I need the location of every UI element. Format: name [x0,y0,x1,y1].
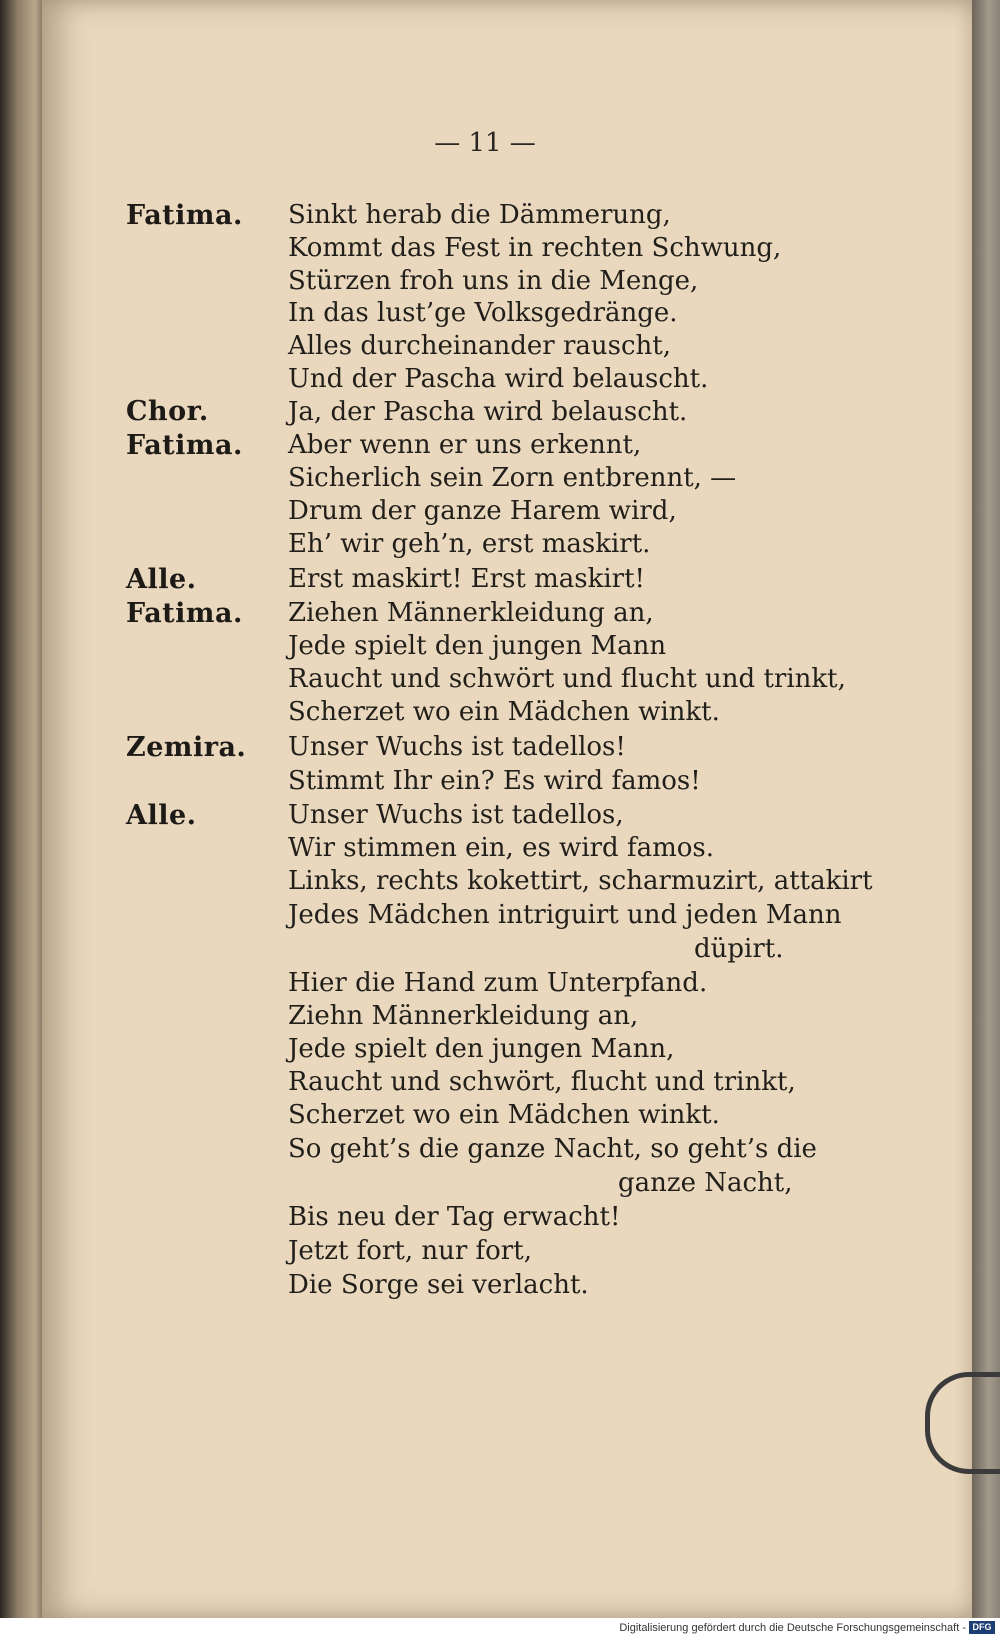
verse-line: Scherzet wo ein Mädchen winkt. [288,697,720,727]
verse-line-continuation: düpirt. [694,934,784,964]
dfg-logo: DFG [969,1621,995,1634]
verse-line: Die Sorge sei verlacht. [288,1270,589,1300]
verse-line: Bis neu der Tag erwacht! [288,1202,621,1232]
verse-line: Links, rechts kokettirt, scharmuzirt, attakirt [288,866,873,896]
verse-line: Eh’ wir geh’n, erst maskirt. [288,529,651,559]
digitization-footer [0,1618,1000,1638]
verse-line: Unser Wuchs ist tadellos! [288,732,626,762]
verse-line: Erst maskirt! Erst maskirt! [288,564,645,594]
verse-line: Jetzt fort, nur fort, [288,1236,532,1266]
verse-line: Drum der ganze Harem wird, [288,496,677,526]
page-number: — 11 — [434,128,536,158]
speaker-label: Alle. [126,564,197,595]
verse-line: So geht’s die ganze Nacht, so geht’s die [288,1134,817,1164]
verse-line: Ziehen Männerkleidung an, [288,598,654,628]
verse-line: Jedes Mädchen intriguirt und jeden Mann [288,900,842,930]
verse-line: Jede spielt den jungen Mann [288,631,667,661]
verse-line: Scherzet wo ein Mädchen winkt. [288,1100,720,1130]
verse-line: Sicherlich sein Zorn entbrennt, — [288,463,737,493]
verse-line: Stimmt Ihr ein? Es wird famos! [288,766,701,796]
verse-line: Raucht und schwört, flucht und trinkt, [288,1067,796,1097]
speaker-label: Fatima. [126,200,243,231]
verse-line: Hier die Hand zum Unterpfand. [288,968,708,998]
verse-line: Raucht und schwört und flucht und trinkt, [288,664,846,694]
verse-line: Wir stimmen ein, es wird famos. [288,833,715,863]
speaker-label: Chor. [126,396,209,427]
verse-line: Alles durcheinander rauscht, [288,331,671,361]
paper-clip-icon [925,1372,1000,1474]
verse-line: Ja, der Pascha wird belauscht. [288,397,688,427]
verse-line: Aber wenn er uns erkennt, [288,430,642,460]
verse-line: Stürzen froh uns in die Menge, [288,266,699,296]
verse-line-continuation: ganze Nacht, [618,1168,793,1198]
footer-credit: Digitalisierung gefördert durch die Deutsche Forschungsgemeinschaft - [619,1622,966,1634]
verse-line: Sinkt herab die Dämmerung, [288,200,671,230]
speaker-label: Alle. [126,800,197,831]
verse-line: Kommt das Fest in rechten Schwung, [288,233,782,263]
speaker-label: Zemira. [126,732,247,763]
verse-line: Jede spielt den jungen Mann, [288,1034,675,1064]
speaker-label: Fatima. [126,598,243,629]
verse-line: Und der Pascha wird belauscht. [288,364,709,394]
speaker-label: Fatima. [126,430,243,461]
verse-line: Unser Wuchs ist tadellos, [288,800,624,830]
verse-line: Ziehn Männerkleidung an, [288,1001,639,1031]
verse-line: In das lust’ge Volksgedränge. [288,298,678,328]
